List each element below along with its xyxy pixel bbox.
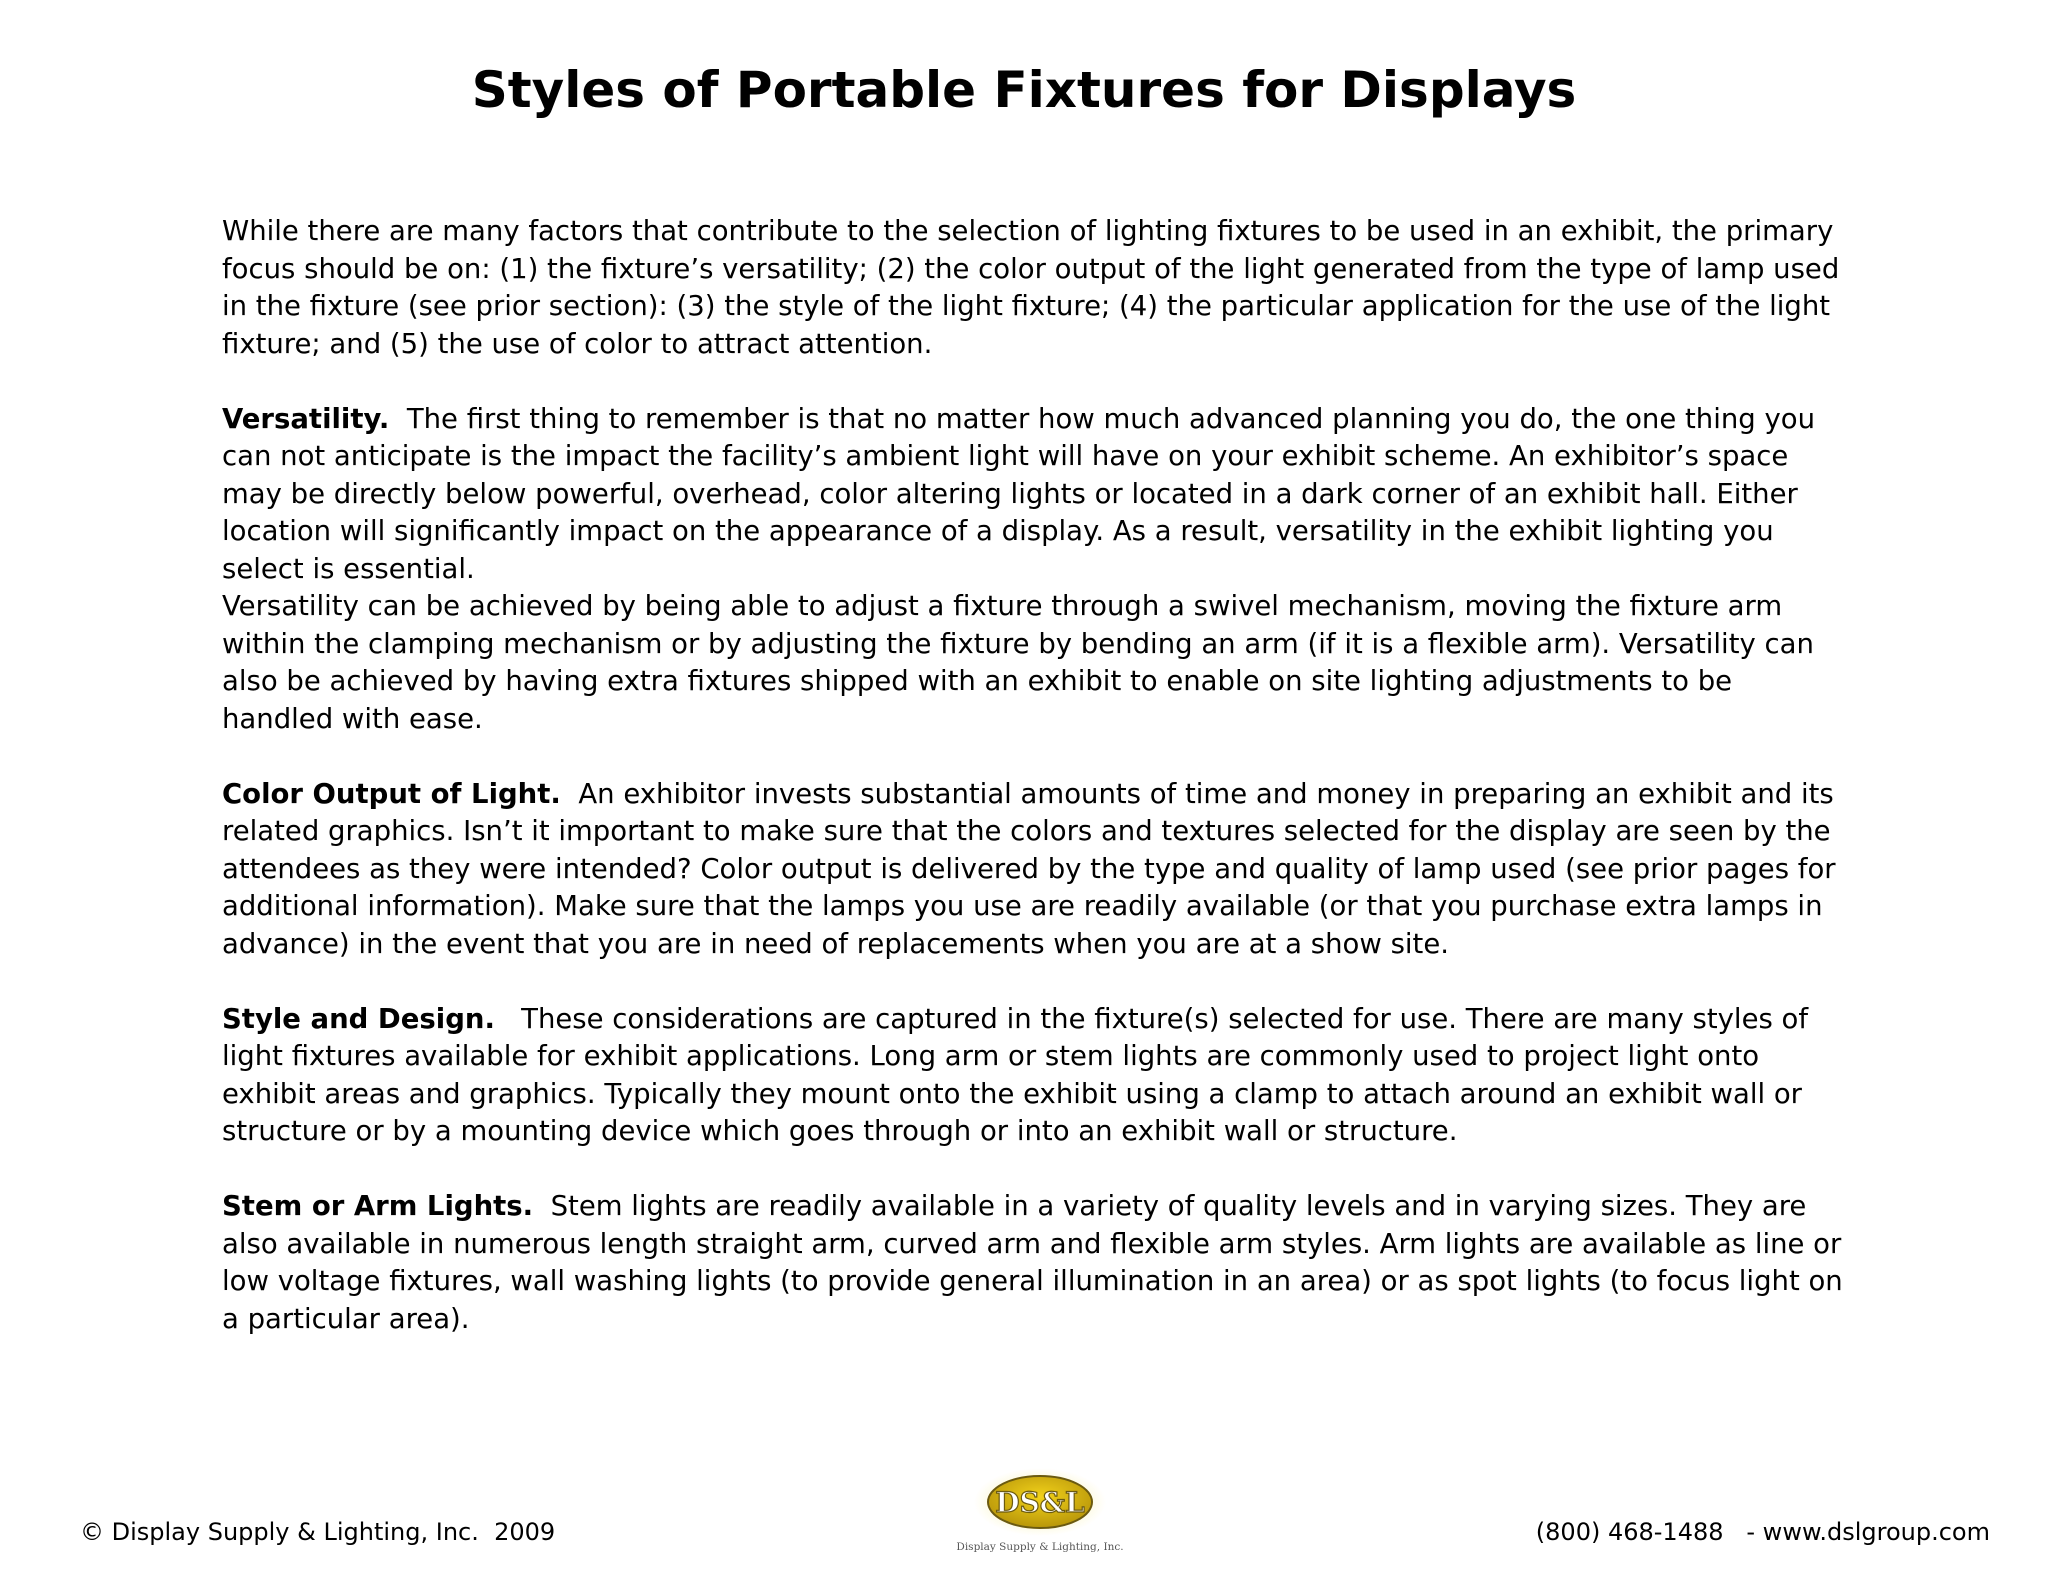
color-output-text: An exhibitor invests substantial amounts of time and money in preparing an exhibit and its related graphics. Isn’t it important to make sure that the colors and textures selected for the display are seen by the attendees as they were intended? Color output is delivered by the type and quality of lamp used (see prior pages for additional information). Make sure that the lamps you use are readily available (or that you purchase extra lamps in advance) in the event that you are in need of replacements when you are at a show site. bbox=[222, 777, 1836, 960]
logo-caption: Display Supply & Lighting, Inc. bbox=[956, 1541, 1124, 1553]
paragraph-gap bbox=[222, 963, 1852, 1001]
dsl-logo bbox=[940, 1466, 1140, 1566]
stem-arm-heading: Stem or Arm Lights. bbox=[222, 1190, 534, 1222]
intro-paragraph: While there are many factors that contribute to the selection of lighting fixtures to be used in an exhibit, the primary focus should be on: (1) the fixture’s versatility; (2) the color output of the light generated from the type of lamp used in the fixture (see prior section): (3) the style of the light fixture; (4) the particular application for the use of the light fixture; and (5) the use of color to attract attention. bbox=[222, 215, 1840, 360]
color-output-paragraph bbox=[222, 776, 1852, 964]
paragraph-gap bbox=[222, 738, 1852, 776]
paragraph-gap bbox=[222, 1151, 1852, 1189]
versatility-continuation: Versatility can be achieved by being able to adjust a fixture through a swivel mechanism, moving the fixture arm within the clamping mechanism or by adjusting the fixture by bending an arm (if it is a flexible arm). Versatility can also be achieved by having extra fixtures shipped with an exhibit to enable on site lighting adjustments to be handled with ease. bbox=[222, 590, 1814, 735]
versatility-paragraph bbox=[222, 401, 1852, 589]
style-design-paragraph bbox=[222, 1001, 1852, 1151]
stem-arm-text: Stem lights are readily available in a variety of quality levels and in varying sizes. They are also available in numerous length straight arm, curved arm and flexible arm styles. Arm lights are available as line or low voltage fixtures, wall washing lights (to provide general illumination in an area) or as spot lights (to focus light on a particular area). bbox=[222, 1190, 1843, 1335]
versatility-text: The first thing to remember is that no matter how much advanced planning you do, the one thing you can not anticipate is the impact the facility’s ambient light will have on your exhibit scheme. An exhibitor’s space may be directly below powerful, overhead, color altering lights or located in a dark corner of an exhibit hall. Either location will significantly impact on the appearance of a display. As a result, versatility in the exhibit lighting you select is essential. bbox=[222, 402, 1816, 585]
style-design-heading: Style and Design. bbox=[222, 1002, 495, 1035]
document-body bbox=[222, 213, 1852, 1338]
footer-contact: (800) 468-1488 - www.dslgroup.com bbox=[1535, 1518, 1990, 1546]
logo-mark-text: DS&L bbox=[995, 1486, 1085, 1519]
stem-arm-paragraph bbox=[222, 1188, 1852, 1338]
page-title: Styles of Portable Fixtures for Displays bbox=[471, 61, 1577, 119]
style-design-text: These considerations are captured in the fixture(s) selected for use. There are many styles of light fixtures available for exhibit applications. Long arm or stem lights are commonly used to project light onto exhibit areas and graphics. Typically they mount onto the exhibit using a clamp to attach around an exhibit wall or structure or by a mounting device which goes through or into an exhibit wall or structure. bbox=[222, 1002, 1809, 1147]
footer-copyright: © Display Supply & Lighting, Inc. 2009 bbox=[80, 1518, 556, 1546]
versatility-heading: Versatility. bbox=[222, 402, 390, 435]
color-output-heading: Color Output of Light. bbox=[222, 777, 561, 810]
paragraph-gap bbox=[222, 363, 1852, 401]
